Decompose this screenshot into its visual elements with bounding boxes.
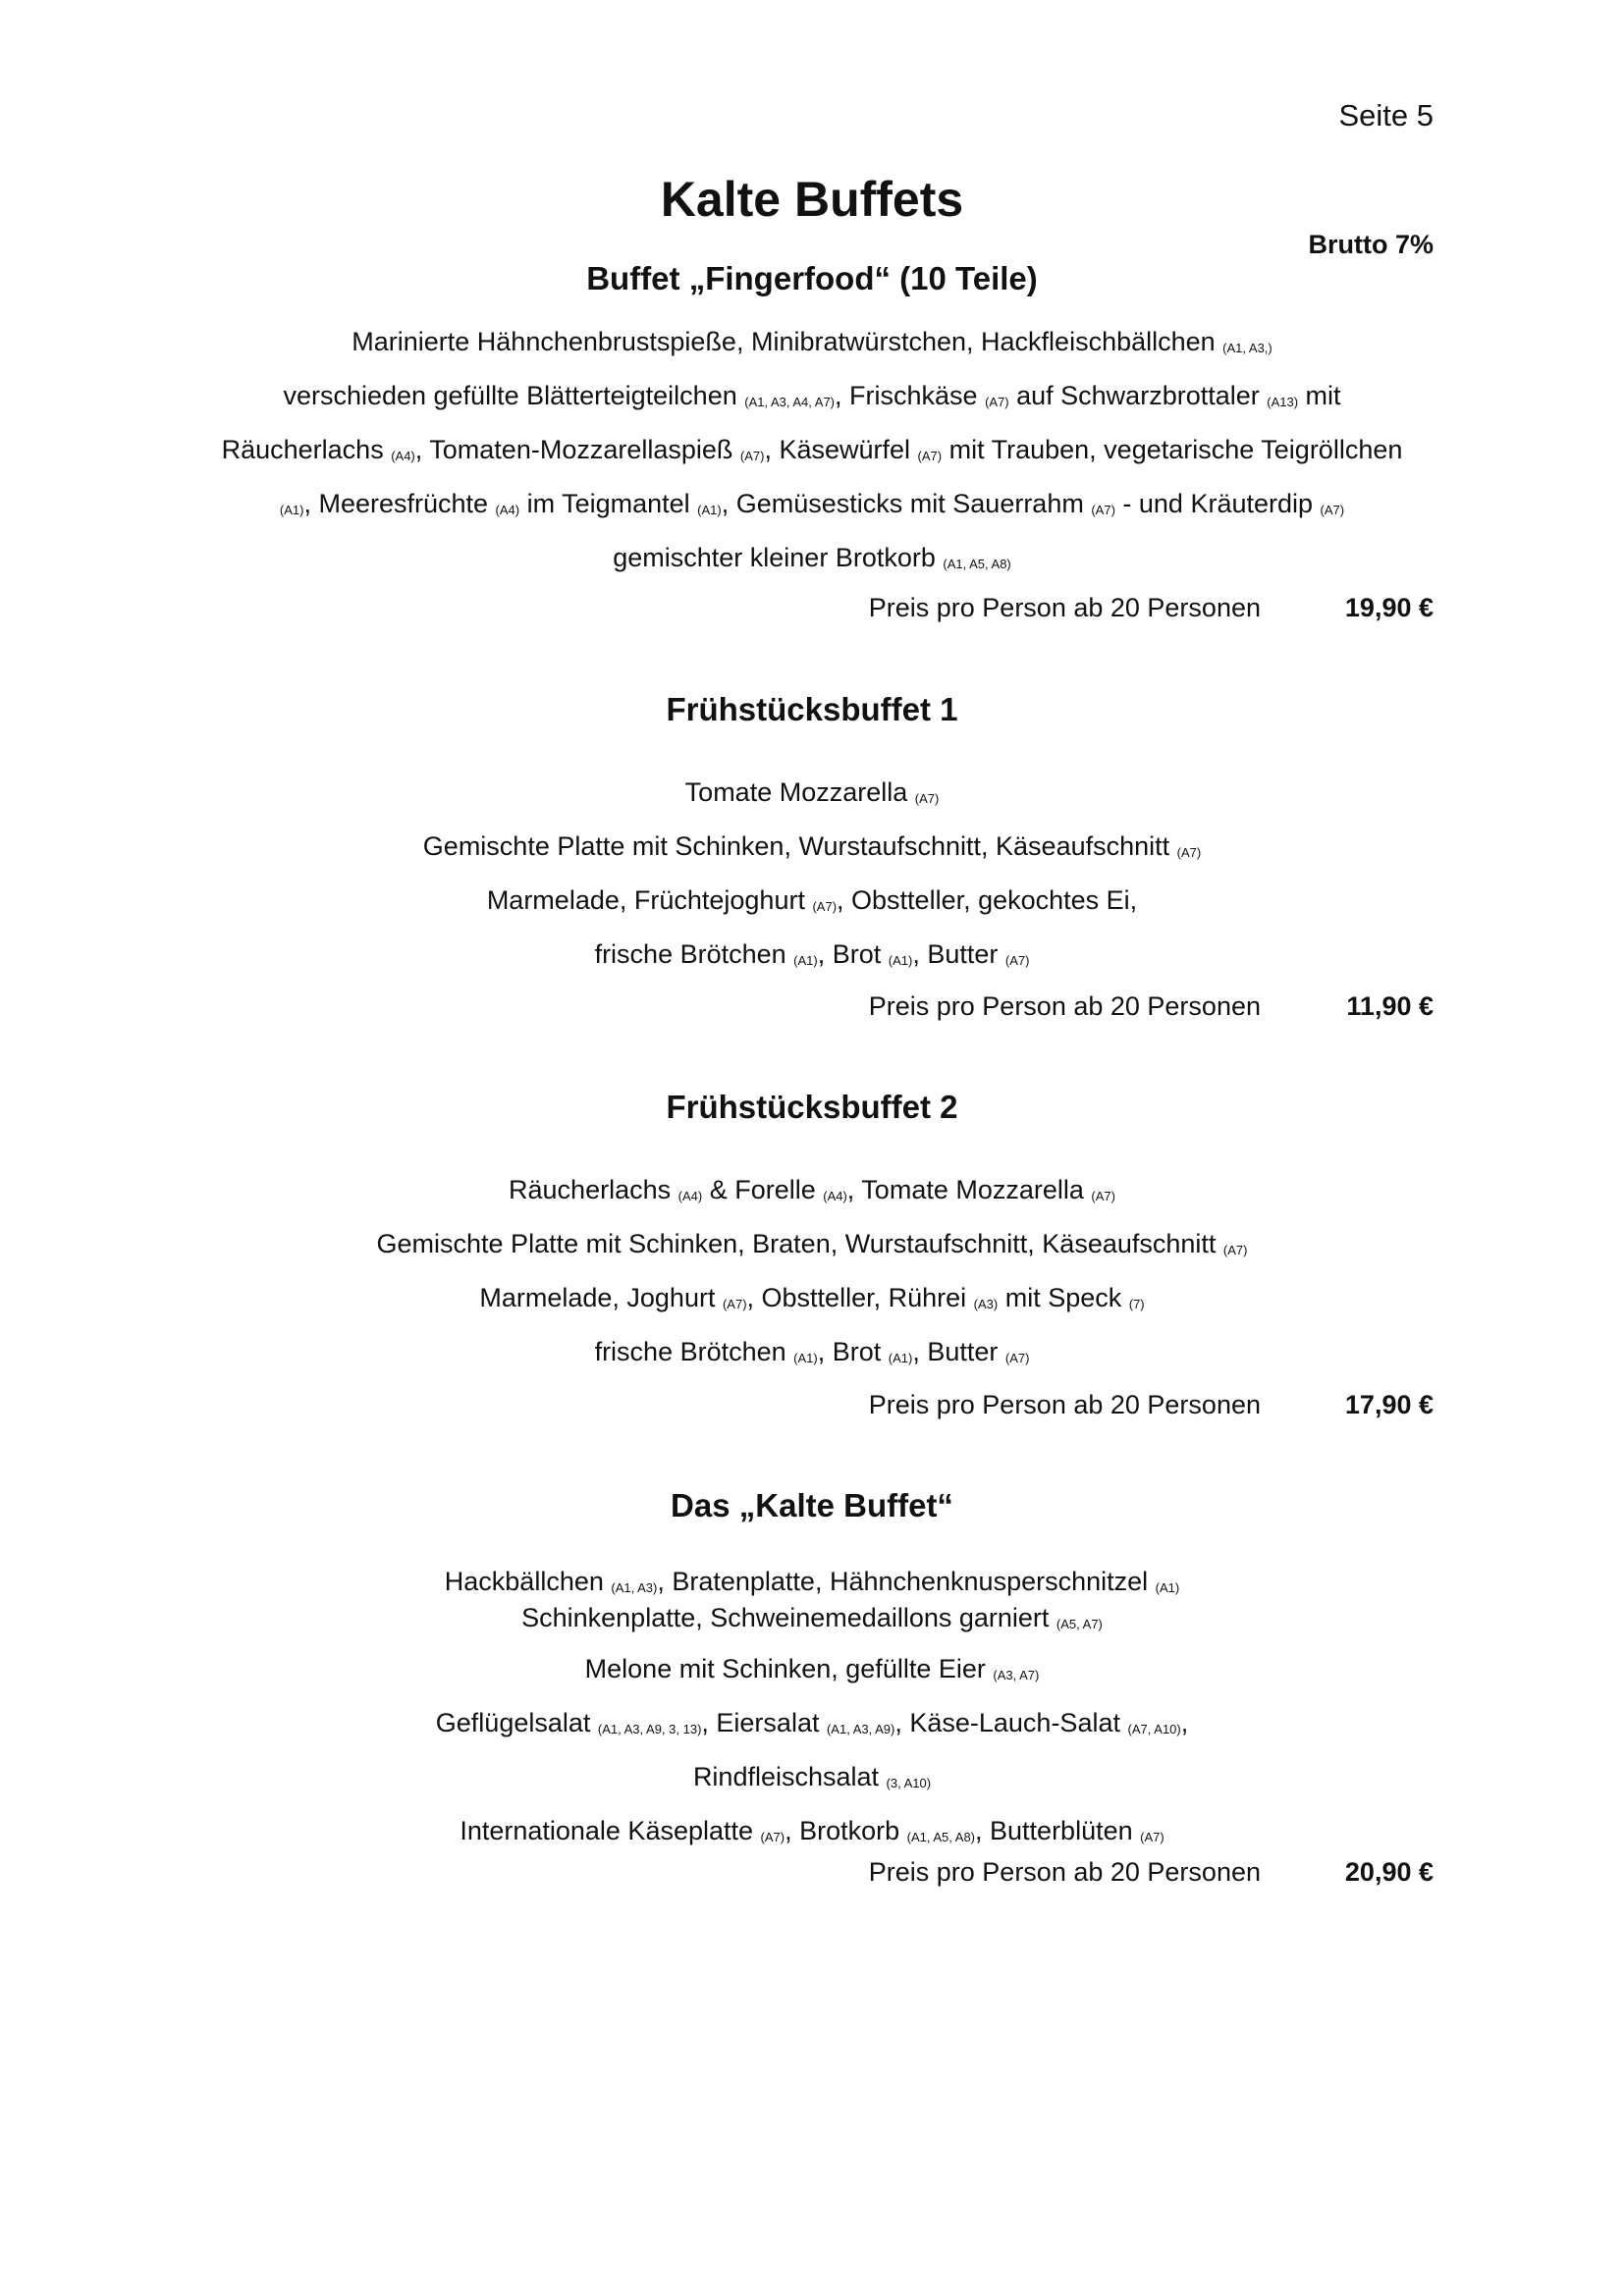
menu-text: Räucherlachs xyxy=(509,1175,678,1204)
allergen-code: (A4) xyxy=(823,1189,847,1203)
menu-text: verschieden gefüllte Blätterteigteilchen xyxy=(283,381,745,410)
allergen-code: (A1, A3, A4, A7) xyxy=(744,395,836,409)
allergen-code: (A7) xyxy=(1091,1189,1115,1203)
section-title: Frühstücksbuffet 2 xyxy=(666,1089,958,1125)
menu-line xyxy=(0,318,1624,372)
menu-line xyxy=(0,1645,1624,1699)
menu-text: im Teigmantel xyxy=(519,489,698,518)
allergen-code: (A7) xyxy=(1140,1830,1164,1844)
menu-text: , Brotkorb xyxy=(785,1816,907,1845)
menu-text: Tomate Mozzarella xyxy=(684,777,915,807)
menu-line xyxy=(0,1603,1624,1639)
price-value: 17,90 € xyxy=(1344,1390,1434,1419)
allergen-code: (A1, A3) xyxy=(611,1580,658,1595)
menu-text: Räucherlachs xyxy=(221,435,392,464)
menu-line xyxy=(0,1699,1624,1753)
price-value: 11,90 € xyxy=(1346,991,1434,1021)
price-value: 19,90 € xyxy=(1344,593,1434,622)
buffet-section-kalte-buffet xyxy=(0,1484,1624,1861)
menu-text: , Obstteller, gekochtes Ei, xyxy=(837,885,1138,915)
menu-line xyxy=(0,877,1624,931)
allergen-code: (A1) xyxy=(793,1351,818,1365)
menu-text: , Tomaten-Mozzarellaspieß xyxy=(414,435,740,464)
menu-text: mit xyxy=(1298,381,1341,410)
allergen-code: (A1) xyxy=(888,953,913,968)
allergen-code: (A13) xyxy=(1267,395,1299,409)
price-label: Preis pro Person ab 20 Personen xyxy=(868,1390,1261,1419)
menu-text: , Gemüsesticks mit Sauerrahm xyxy=(721,489,1092,518)
menu-text: Melone mit Schinken, gefüllte Eier xyxy=(584,1654,994,1683)
buffet-section-fingerfood xyxy=(0,257,1624,588)
allergen-code: (A1) xyxy=(888,1351,913,1365)
allergen-code: (A4) xyxy=(391,449,415,463)
allergen-code: (A3, A7) xyxy=(993,1668,1040,1682)
allergen-code: (A7) xyxy=(1091,503,1115,517)
price-label: Preis pro Person ab 20 Personen xyxy=(868,991,1261,1021)
page-title: Kalte Buffets xyxy=(660,172,964,227)
menu-text: , Brot xyxy=(817,939,889,969)
menu-text: , Eiersalat xyxy=(701,1708,827,1737)
allergen-code: (A7) xyxy=(722,1297,747,1311)
section-title: Buffet „Fingerfood“ (10 Teile) xyxy=(586,260,1038,296)
allergen-code: (A1, A3, A9) xyxy=(826,1722,895,1736)
allergen-code: (A7) xyxy=(739,449,765,463)
menu-line xyxy=(0,1274,1624,1328)
menu-text: , Bratenplatte, Hähnchenknusperschnitzel xyxy=(657,1567,1156,1596)
menu-text: , Obstteller, Rührei xyxy=(746,1283,974,1312)
allergen-code: (A1, A3, A9, 3, 13) xyxy=(597,1722,702,1736)
menu-text: , Tomate Mozzarella xyxy=(846,1175,1092,1204)
allergen-code: (A7, A10) xyxy=(1127,1722,1181,1736)
allergen-code: (A1) xyxy=(697,503,722,517)
menu-text: frische Brötchen xyxy=(594,939,794,969)
allergen-code: (A3) xyxy=(973,1297,999,1311)
allergen-code: (A7) xyxy=(1004,1351,1030,1365)
allergen-code: (A7) xyxy=(1004,953,1030,968)
menu-text: , Brot xyxy=(817,1337,889,1366)
allergen-code: (7) xyxy=(1128,1297,1145,1311)
menu-text: Hackbällchen xyxy=(444,1567,612,1596)
allergen-code: (A7) xyxy=(985,395,1009,409)
menu-text: mit Trauben, vegetarische Teigröllchen xyxy=(942,435,1403,464)
menu-text: Gemischte Platte mit Schinken, Wurstaufschnitt, Käseaufschnitt xyxy=(422,831,1177,861)
page-number: Seite 5 xyxy=(1338,98,1434,133)
menu-line xyxy=(0,1220,1624,1274)
allergen-code: (A4) xyxy=(495,503,520,517)
buffet-section-fruehstueck-2 xyxy=(0,1086,1624,1382)
menu-line xyxy=(0,372,1624,426)
menu-text: Marmelade, Früchtejoghurt xyxy=(486,885,813,915)
menu-text: Schinkenplatte, Schweinemedaillons garniert xyxy=(521,1603,1056,1632)
allergen-code: (A1, A5, A8) xyxy=(906,1830,976,1844)
menu-text: auf Schwarzbrottaler xyxy=(1008,381,1268,410)
menu-text: frische Brötchen xyxy=(594,1337,794,1366)
allergen-code: (3, A10) xyxy=(886,1776,932,1790)
menu-text: , Butter xyxy=(912,1337,1005,1366)
buffet-section-fruehstueck-1 xyxy=(0,688,1624,985)
menu-line xyxy=(0,931,1624,985)
allergen-code: (A7) xyxy=(1176,845,1202,860)
price-label: Preis pro Person ab 20 Personen xyxy=(868,1857,1261,1887)
allergen-code: (A7) xyxy=(1320,503,1345,517)
menu-text: Rindfleischsalat xyxy=(692,1762,887,1791)
section-title: Frühstücksbuffet 1 xyxy=(666,691,958,727)
menu-line xyxy=(0,1567,1624,1603)
menu-text: , Käsewürfel xyxy=(764,435,918,464)
menu-text: gemischter kleiner Brotkorb xyxy=(613,543,944,572)
menu-text: , Käse-Lauch-Salat xyxy=(894,1708,1128,1737)
menu-text: , xyxy=(1180,1708,1189,1737)
menu-text: - und Kräuterdip xyxy=(1114,489,1321,518)
price-value: 20,90 € xyxy=(1344,1857,1434,1887)
menu-line xyxy=(0,426,1624,480)
price-label: Preis pro Person ab 20 Personen xyxy=(868,593,1261,622)
allergen-code: (A1, A5, A8) xyxy=(943,557,1011,571)
menu-text: Marmelade, Joghurt xyxy=(479,1283,723,1312)
menu-text: Marinierte Hähnchenbrustspieße, Minibratwürstchen, Hackfleischbällchen xyxy=(352,327,1223,356)
allergen-code: (A1) xyxy=(279,503,304,517)
price-row xyxy=(0,991,1624,1031)
allergen-code: (A7) xyxy=(914,791,940,806)
allergen-code: (A4) xyxy=(677,1189,703,1203)
section-title: Das „Kalte Buffet“ xyxy=(671,1487,953,1523)
menu-text: , Frischkäse xyxy=(835,381,986,410)
menu-line xyxy=(0,1753,1624,1807)
allergen-code: (A1) xyxy=(1155,1580,1180,1595)
menu-line xyxy=(0,1166,1624,1220)
allergen-code: (A7) xyxy=(760,1830,785,1844)
allergen-code: (A1) xyxy=(793,953,818,968)
price-row xyxy=(0,1857,1624,1896)
menu-text: , Butterblüten xyxy=(975,1816,1141,1845)
menu-text: & Forelle xyxy=(702,1175,824,1204)
menu-line xyxy=(0,534,1624,588)
allergen-code: (A1, A3,) xyxy=(1222,341,1272,355)
price-row xyxy=(0,593,1624,632)
menu-line xyxy=(0,1328,1624,1382)
menu-line xyxy=(0,769,1624,823)
menu-text: mit Speck xyxy=(998,1283,1129,1312)
allergen-code: (A7) xyxy=(1222,1243,1248,1257)
menu-text: Geflügelsalat xyxy=(435,1708,598,1737)
menu-line xyxy=(0,1807,1624,1861)
menu-line xyxy=(0,480,1624,534)
menu-text: , Butter xyxy=(912,939,1005,969)
allergen-code: (A7) xyxy=(812,899,838,914)
allergen-code: (A5, A7) xyxy=(1056,1617,1103,1631)
allergen-code: (A7) xyxy=(917,449,943,463)
menu-text: , Meeresfrüchte xyxy=(303,489,496,518)
menu-text: Gemischte Platte mit Schinken, Braten, Wurstaufschnitt, Käseaufschnitt xyxy=(376,1229,1223,1258)
price-row xyxy=(0,1390,1624,1429)
menu-text: Internationale Käseplatte xyxy=(460,1816,761,1845)
menu-line xyxy=(0,823,1624,877)
tax-note: Brutto 7% xyxy=(1308,230,1434,259)
